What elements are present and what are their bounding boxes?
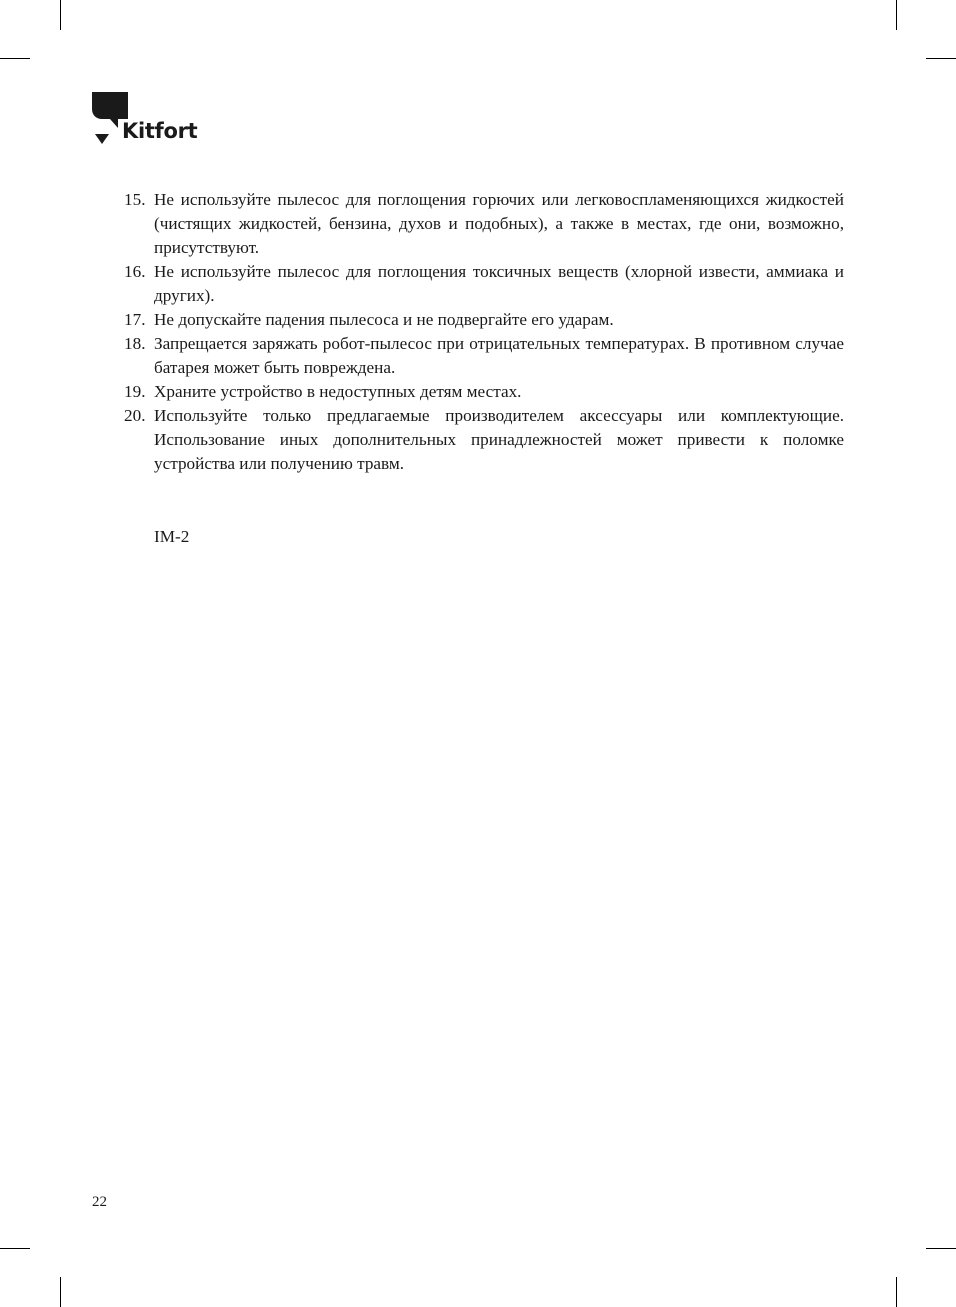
item-text: Используйте только предлагаемые производителем аксессуары или комплектующие. Использование иных дополнительных принадлежностей может привести к поломке устройства или получению травм. bbox=[154, 406, 844, 473]
item-number: 15. bbox=[124, 190, 146, 209]
list-item bbox=[124, 308, 844, 332]
crop-mark-top-left-h bbox=[0, 58, 30, 59]
list-item bbox=[124, 404, 844, 476]
list-item bbox=[124, 332, 844, 380]
crop-mark-bottom-left-h bbox=[0, 1248, 30, 1249]
item-text: Не допускайте падения пылесоса и не подвергайте его ударам. bbox=[154, 310, 614, 329]
item-text: Не используйте пылесос для поглощения токсичных веществ (хлорной извести, аммиака и других). bbox=[154, 262, 844, 305]
brand-logo bbox=[92, 92, 202, 146]
item-number: 17. bbox=[124, 310, 146, 329]
list-item bbox=[124, 260, 844, 308]
document-code: IM-2 bbox=[154, 527, 190, 546]
item-text: Запрещается заряжать робот-пылесос при отрицательных температурах. В противном случае батарея может быть повреждена. bbox=[154, 334, 844, 377]
crop-mark-bottom-right-h bbox=[926, 1248, 956, 1249]
crop-mark-top-left-v bbox=[60, 0, 61, 30]
crop-mark-top-right-h bbox=[926, 58, 956, 59]
list-item bbox=[124, 188, 844, 260]
item-number: 19. bbox=[124, 382, 146, 401]
page-number: 22 bbox=[92, 1194, 107, 1210]
crop-mark-bottom-right-v bbox=[896, 1277, 897, 1307]
item-number: 20. bbox=[124, 406, 146, 425]
brand-name: Kitfort bbox=[122, 119, 198, 143]
crop-mark-top-right-v bbox=[896, 0, 897, 30]
item-number: 18. bbox=[124, 334, 146, 353]
item-text: Не используйте пылесос для поглощения горючих или легковоспламеняющихся жидкостей (чистящих жидкостей, бензина, духов и подобных), а также в местах, где они, возможно, присутствуют. bbox=[154, 190, 844, 257]
item-number: 16. bbox=[124, 262, 146, 281]
list-item bbox=[124, 380, 844, 404]
crop-mark-bottom-left-v bbox=[60, 1277, 61, 1307]
safety-instructions-list bbox=[124, 188, 844, 476]
item-text: Храните устройство в недоступных детям местах. bbox=[154, 382, 522, 401]
